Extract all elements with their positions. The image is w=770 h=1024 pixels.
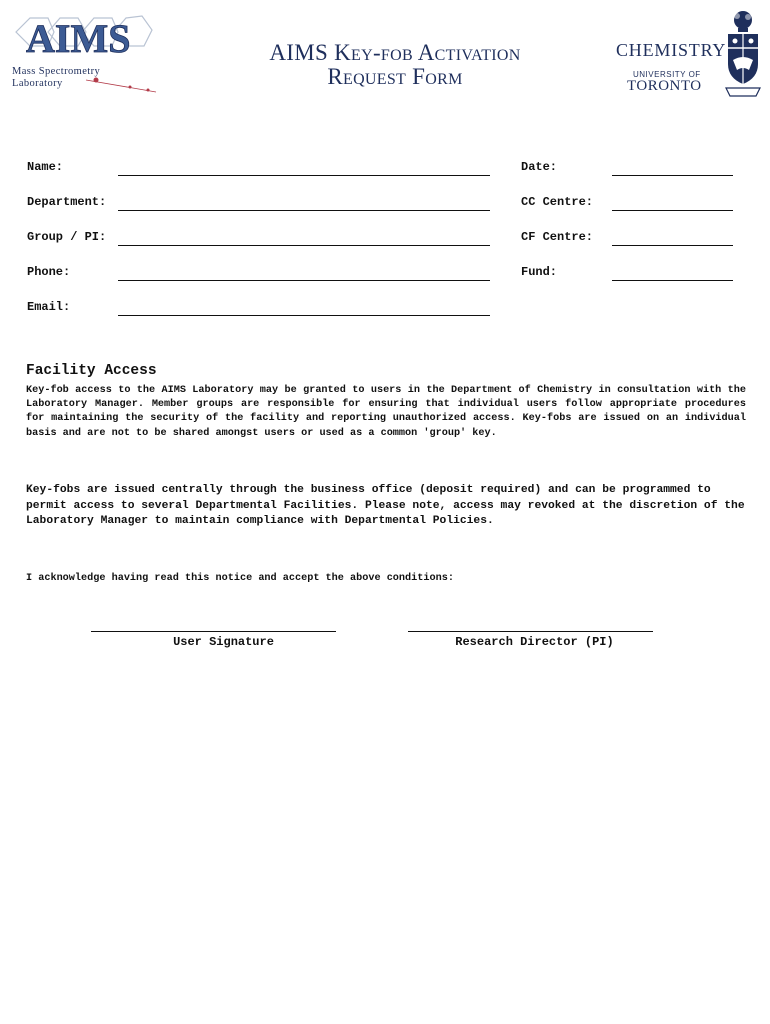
form-title-line-2: Request Form <box>327 64 463 89</box>
date-label: Date: <box>521 160 558 174</box>
university-crest-icon <box>722 8 764 100</box>
acknowledgement-statement: I acknowledge having read this notice and accept the above conditions: <box>26 573 454 584</box>
aims-logo <box>8 8 160 96</box>
group-pi-field[interactable] <box>118 245 490 246</box>
form-title-line-1: AIMS Key-fob Activation <box>269 40 521 65</box>
svg-text:AIMS: AIMS <box>26 16 131 61</box>
fund-field[interactable] <box>612 280 733 281</box>
cf-centre-field[interactable] <box>612 245 733 246</box>
name-label: Name: <box>27 160 64 174</box>
svg-text:Mass Spectrometry: Mass Spectrometry <box>12 66 101 77</box>
date-field[interactable] <box>612 175 733 176</box>
director-signature-line[interactable] <box>408 631 653 632</box>
name-field[interactable] <box>118 175 490 176</box>
director-signature-label: Research Director (PI) <box>455 635 614 649</box>
user-signature-label: User Signature <box>173 635 274 649</box>
email-label: Email: <box>27 300 71 314</box>
department-wordmark: CHEMISTRY <box>616 40 727 60</box>
cc-centre-field[interactable] <box>612 210 733 211</box>
email-field[interactable] <box>118 315 490 316</box>
facility-access-paragraph: Key-fob access to the AIMS Laboratory may be granted to users in the Department of Chemistry in consultation with the Laboratory Manager. Member groups are responsible for ensuring that individual users follow appropriate procedures for maintaining the security of the facility and reporting unauthorized access. Key-fobs are issued on an individual basis and are not to be shared amongst users or used as a common 'group' key. <box>26 385 746 439</box>
keyfob-issuance-paragraph: Key-fobs are issued centrally through the business office (deposit required) and can be programmed to permit access to several Departmental Facilities. Please note, access may revoked at the discretion of the Laboratory Manager to maintain compliance with Departmental Policies. <box>26 484 745 527</box>
phone-field[interactable] <box>118 280 490 281</box>
department-label: Department: <box>27 195 107 209</box>
cc-centre-label: CC Centre: <box>521 195 594 209</box>
cf-centre-label: CF Centre: <box>521 230 594 244</box>
svg-text:Laboratory: Laboratory <box>12 78 63 89</box>
university-of-label: UNIVERSITY OF <box>633 70 701 79</box>
group-pi-label: Group / PI: <box>27 230 107 244</box>
phone-label: Phone: <box>27 265 71 279</box>
department-field[interactable] <box>118 210 490 211</box>
facility-access-heading: Facility Access <box>26 363 157 379</box>
fund-label: Fund: <box>521 265 558 279</box>
toronto-wordmark: TORONTO <box>627 78 702 94</box>
user-signature-line[interactable] <box>91 631 336 632</box>
